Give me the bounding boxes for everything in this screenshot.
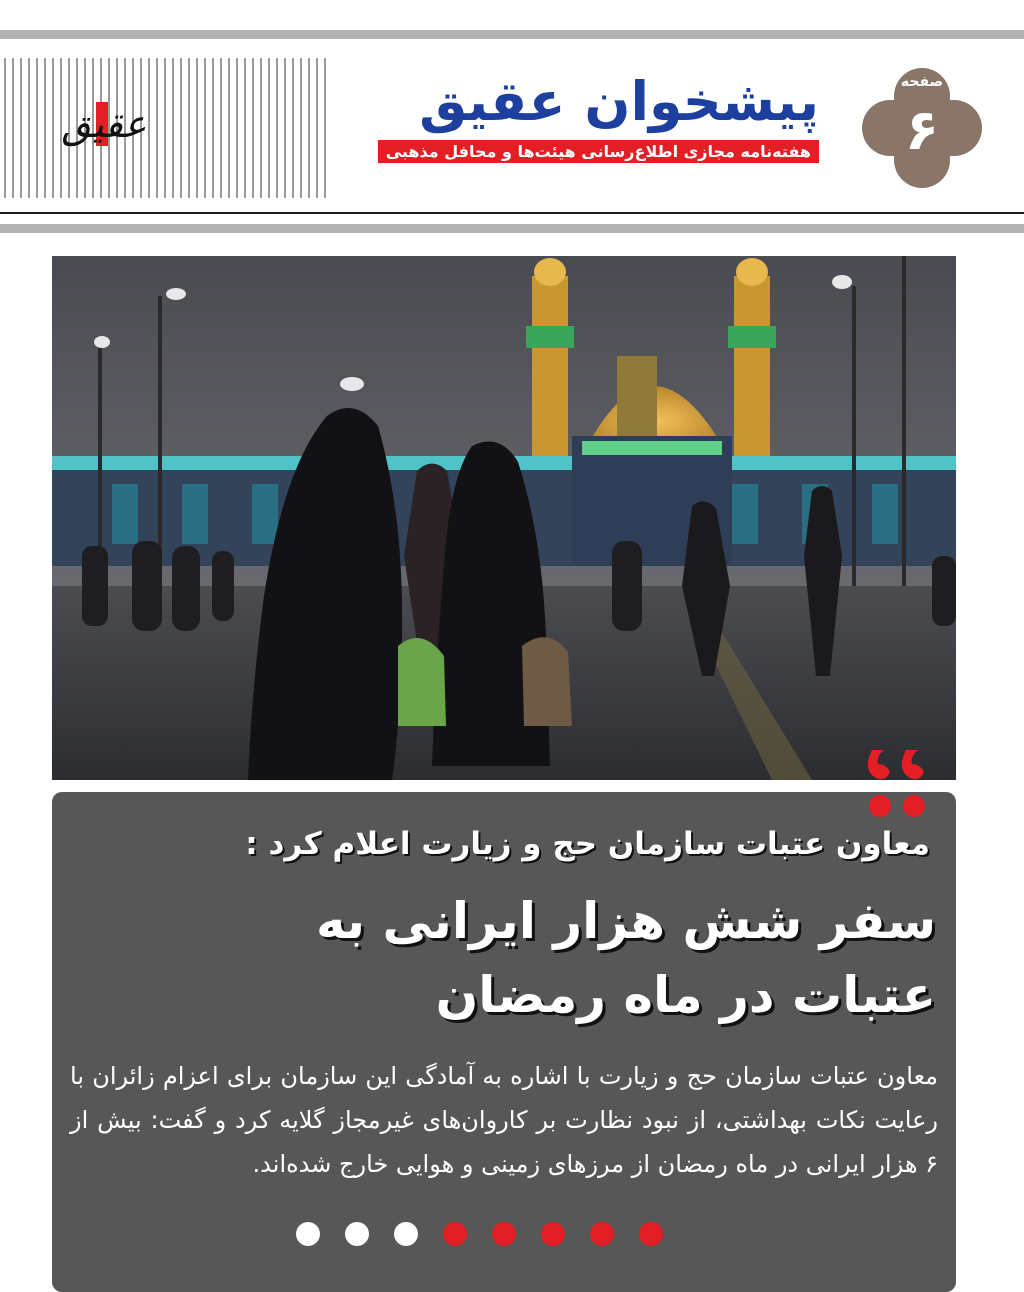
brand-logo[interactable] — [56, 92, 152, 156]
shrine-photo — [52, 256, 956, 780]
carousel-dot[interactable] — [443, 1222, 467, 1246]
carousel-dot[interactable] — [639, 1222, 663, 1246]
carousel-indicator — [296, 1222, 663, 1246]
article-kicker: معاون عتبات سازمان حج و زیارت اعلام کرد : — [245, 826, 930, 862]
quote-mark-icon — [862, 742, 934, 822]
top-rule — [0, 30, 1024, 39]
header-bottom-rule — [0, 224, 1024, 233]
page-number: ۶ — [904, 98, 940, 163]
carousel-dot[interactable] — [590, 1222, 614, 1246]
logo-text: عقیق — [61, 102, 147, 146]
masthead-title: پیشخوان عقیق — [419, 70, 819, 133]
carousel-dot[interactable] — [296, 1222, 320, 1246]
carousel-dot[interactable] — [394, 1222, 418, 1246]
article-body: معاون عتبات سازمان حج و زیارت با اشاره به آمادگی این سازمان برای اعزام زائران با رعایت نکات بهداشتی، از نبود نظارت بر کاروان‌های غیرمجاز گلایه کرد و گفت: بیش از ۶ هزار ایرانی در ماه رمضان از مرزهای زمینی و هوایی خارج شده‌اند. — [70, 1062, 938, 1178]
page-label: صفحه — [900, 74, 944, 90]
page-number-badge — [860, 66, 984, 190]
masthead — [378, 66, 819, 163]
carousel-dot[interactable] — [492, 1222, 516, 1246]
striped-banner — [4, 58, 326, 198]
header-divider — [0, 212, 1024, 214]
article-panel — [52, 792, 956, 1292]
carousel-dot[interactable] — [345, 1222, 369, 1246]
carousel-dot[interactable] — [541, 1222, 565, 1246]
masthead-subtitle: هفته‌نامه مجازی اطلاع‌رسانی هیئت‌ها و محافل مذهبی — [378, 140, 819, 163]
article-headline: سفر شش هزار ایرانی به عتبات در ماه رمضان — [315, 892, 936, 1024]
